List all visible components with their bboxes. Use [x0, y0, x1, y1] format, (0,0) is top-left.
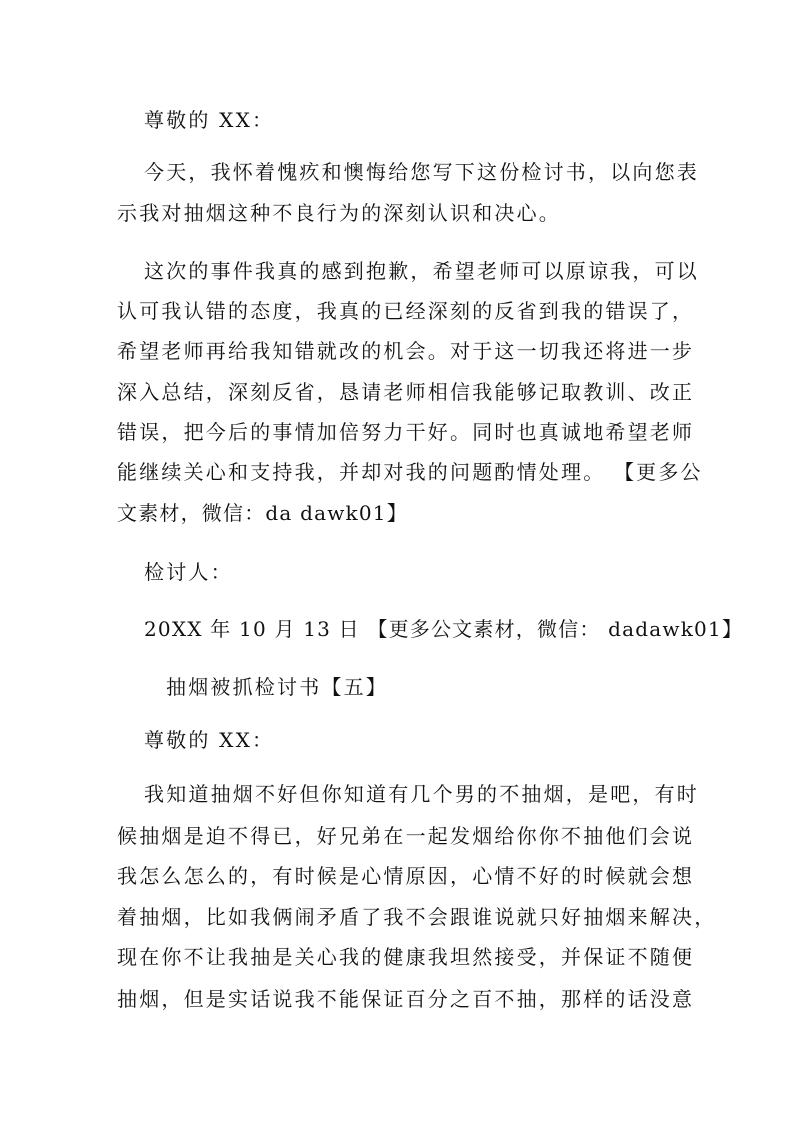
paragraph-line: 文素材，微信：da dawk01】 [117, 501, 408, 525]
paragraph-line: 这次的事件我真的感到抱歉，希望老师可以原谅我，可以 [144, 259, 699, 283]
paragraph-line: 我知道抽烟不好但你知道有几个男的不抽烟，是吧，有时 [144, 782, 699, 806]
section-title: 抽烟被抓检讨书【五】 [166, 675, 388, 699]
paragraph-line: 能继续关心和支持我，并却对我的问题酌情处理。 【更多公 [117, 460, 703, 484]
paragraph-line: 抽烟，但是实话说我不能保证百分之百不抽，那样的话没意 [117, 987, 695, 1011]
signature-label: 检讨人： [144, 560, 233, 584]
paragraph-line: 今天，我怀着愧疚和懊悔给您写下这份检讨书，以向您表 [144, 160, 699, 184]
paragraph-line: 深入总结，深刻反省，恳请老师相信我能够记取教训、改正 [117, 380, 695, 404]
paragraph-line: 希望老师再给我知错就改的机会。对于这一切我还将进一步 [117, 339, 695, 363]
paragraph-line: 候抽烟是迫不得已，好兄弟在一起发烟给你你不抽他们会说 [117, 824, 695, 848]
paragraph-line: 着抽烟，比如我俩闹矛盾了我不会跟谁说就只好抽烟来解决， [117, 905, 717, 929]
date-line: 20XX 年 10 月 13 日 【更多公文素材，微信： dadawk01】 [144, 617, 744, 641]
paragraph-line: 认可我认错的态度，我真的已经深刻的反省到我的错误了， [117, 299, 695, 323]
salutation: 尊敬的 XX： [144, 728, 275, 752]
paragraph-line: 现在你不让我抽是关心我的健康我坦然接受，并保证不随便 [117, 945, 695, 969]
paragraph-line: 我怎么怎么的，有时候是心情原因，心情不好的时候就会想 [117, 864, 695, 888]
paragraph-line: 错误，把今后的事情加倍努力干好。同时也真诚地希望老师 [117, 420, 695, 444]
salutation: 尊敬的 XX： [144, 108, 275, 132]
paragraph-line: 示我对抽烟这种不良行为的深刻认识和决心。 [117, 201, 561, 225]
